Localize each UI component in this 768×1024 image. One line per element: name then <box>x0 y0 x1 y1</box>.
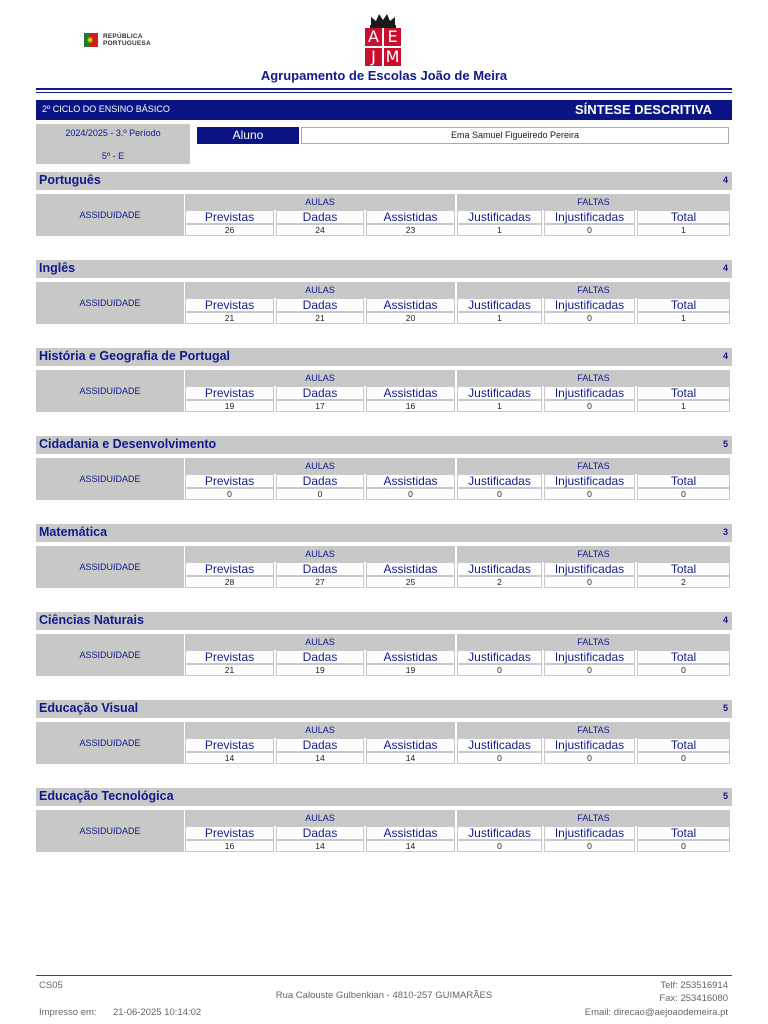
column-header: Total <box>637 386 730 400</box>
attendance-value: 19 <box>185 400 274 412</box>
attendance-value: 0 <box>544 488 635 500</box>
attendance-value: 14 <box>185 752 274 764</box>
attendance-value: 0 <box>366 488 455 500</box>
column-header: Assistidas <box>366 210 455 224</box>
subject-grade: 4 <box>722 615 728 625</box>
student-label: Aluno <box>197 127 299 144</box>
attendance-value: 0 <box>276 488 364 500</box>
column-header: Dadas <box>276 298 364 312</box>
attendance-value: 21 <box>276 312 364 324</box>
column-header: Total <box>637 826 730 840</box>
column-header: Justificadas <box>457 210 542 224</box>
attendance-value: 14 <box>366 752 455 764</box>
aulas-header: AULAS <box>185 634 455 650</box>
attendance-value: 2 <box>637 576 730 588</box>
assiduidade-label: ASSIDUIDADE <box>36 810 184 852</box>
subject-section <box>36 260 732 340</box>
column-header: Previstas <box>185 210 274 224</box>
subject-grade: 4 <box>722 351 728 361</box>
attendance-value: 0 <box>544 752 635 764</box>
printed-date: 21-06-2025 10:14:02 <box>113 1007 202 1018</box>
school-address: Rua Calouste Gulbenkian - 4810-257 GUIMARÃES <box>275 990 493 1001</box>
attendance-value: 0 <box>544 312 635 324</box>
attendance-value: 0 <box>544 400 635 412</box>
column-header: Dadas <box>276 738 364 752</box>
assiduidade-label: ASSIDUIDADE <box>36 634 184 676</box>
attendance-value: 0 <box>637 488 730 500</box>
assiduidade-label: ASSIDUIDADE <box>36 370 184 412</box>
republica-portuguesa-logo <box>84 31 151 49</box>
faltas-header: FALTAS <box>457 194 730 210</box>
column-header: Assistidas <box>366 738 455 752</box>
document-title: SÍNTESE DESCRITIVA <box>574 102 712 117</box>
faltas-header: FALTAS <box>457 722 730 738</box>
logo-letter-m: M <box>385 47 400 66</box>
column-header: Dadas <box>276 650 364 664</box>
column-header: Justificadas <box>457 562 542 576</box>
header-divider <box>36 88 732 90</box>
column-header: Previstas <box>185 826 274 840</box>
attendance-value: 16 <box>366 400 455 412</box>
attendance-value: 2 <box>457 576 542 588</box>
aulas-header: AULAS <box>185 722 455 738</box>
subject-grade: 5 <box>722 703 728 713</box>
column-header: Dadas <box>276 826 364 840</box>
column-header: Previstas <box>185 386 274 400</box>
republica-line2: PORTUGUESA <box>103 40 151 47</box>
subject-header <box>36 436 732 454</box>
subject-name: Matemática <box>39 525 108 539</box>
attendance-value: 17 <box>276 400 364 412</box>
attendance-value: 19 <box>366 664 455 676</box>
assiduidade-label: ASSIDUIDADE <box>36 722 184 764</box>
column-header: Previstas <box>185 650 274 664</box>
column-header: Previstas <box>185 738 274 752</box>
subject-grade: 3 <box>722 527 728 537</box>
column-header: Assistidas <box>366 298 455 312</box>
email-address: Email: direcao@aejoaodemeira.pt <box>584 1007 728 1018</box>
assiduidade-label: ASSIDUIDADE <box>36 546 184 588</box>
column-header: Injustificadas <box>544 298 635 312</box>
aulas-header: AULAS <box>185 282 455 298</box>
school-name: Agrupamento de Escolas João de Meira <box>260 68 508 83</box>
attendance-value: 23 <box>366 224 455 236</box>
school-period: 2024/2025 - 3.º Período <box>65 128 161 138</box>
subject-name: História e Geografia de Portugal <box>39 349 231 363</box>
attendance-value: 24 <box>276 224 364 236</box>
subject-name: Educação Tecnológica <box>39 789 174 803</box>
column-header: Justificadas <box>457 826 542 840</box>
faltas-header: FALTAS <box>457 458 730 474</box>
attendance-value: 1 <box>457 400 542 412</box>
crown-icon <box>369 12 397 28</box>
subject-name: Cidadania e Desenvolvimento <box>39 437 217 451</box>
attendance-value: 20 <box>366 312 455 324</box>
subject-section <box>36 524 732 604</box>
column-header: Dadas <box>276 474 364 488</box>
attendance-value: 14 <box>276 840 364 852</box>
period-box <box>36 124 190 164</box>
logo-letter-j: J <box>365 48 382 66</box>
attendance-value: 0 <box>544 224 635 236</box>
attendance-value: 1 <box>457 312 542 324</box>
column-header: Injustificadas <box>544 474 635 488</box>
student-name: Ema Samuel Figueiredo Pereira <box>301 127 729 144</box>
assiduidade-label: ASSIDUIDADE <box>36 282 184 324</box>
subject-grade: 5 <box>722 439 728 449</box>
column-header: Injustificadas <box>544 386 635 400</box>
column-header: Injustificadas <box>544 826 635 840</box>
aulas-header: AULAS <box>185 546 455 562</box>
attendance-value: 28 <box>185 576 274 588</box>
portugal-flag-icon <box>84 31 99 49</box>
column-header: Dadas <box>276 562 364 576</box>
attendance-value: 16 <box>185 840 274 852</box>
attendance-value: 25 <box>366 576 455 588</box>
assiduidade-label: ASSIDUIDADE <box>36 194 184 236</box>
logo-letter-e: E <box>384 28 401 46</box>
fax-number: Fax: 253416080 <box>659 993 728 1004</box>
column-header: Total <box>637 650 730 664</box>
column-header: Previstas <box>185 562 274 576</box>
column-header: Dadas <box>276 386 364 400</box>
column-header: Injustificadas <box>544 738 635 752</box>
assiduidade-label: ASSIDUIDADE <box>36 458 184 500</box>
attendance-value: 1 <box>637 224 730 236</box>
subject-header <box>36 700 732 718</box>
attendance-value: 1 <box>457 224 542 236</box>
column-header: Justificadas <box>457 386 542 400</box>
subject-section <box>36 436 732 516</box>
subject-grade: 4 <box>722 263 728 273</box>
attendance-value: 0 <box>457 664 542 676</box>
column-header: Assistidas <box>366 826 455 840</box>
attendance-value: 0 <box>544 664 635 676</box>
logo-letter-a: A <box>365 28 382 46</box>
column-header: Assistidas <box>366 474 455 488</box>
subject-section <box>36 172 732 252</box>
column-header: Total <box>637 298 730 312</box>
subject-section <box>36 788 732 868</box>
attendance-value: 0 <box>457 488 542 500</box>
header-divider-thin <box>36 92 732 93</box>
column-header: Total <box>637 738 730 752</box>
faltas-header: FALTAS <box>457 634 730 650</box>
subject-header <box>36 788 732 806</box>
column-header: Justificadas <box>457 650 542 664</box>
column-header: Assistidas <box>366 386 455 400</box>
subject-section <box>36 348 732 428</box>
subject-header <box>36 524 732 542</box>
aulas-header: AULAS <box>185 370 455 386</box>
column-header: Total <box>637 562 730 576</box>
attendance-value: 0 <box>457 840 542 852</box>
class-name: 5º - E <box>101 151 125 161</box>
column-header: Justificadas <box>457 474 542 488</box>
subject-name: Inglês <box>39 261 76 275</box>
attendance-value: 19 <box>276 664 364 676</box>
attendance-value: 0 <box>637 664 730 676</box>
subject-name: Educação Visual <box>39 701 139 715</box>
faltas-header: FALTAS <box>457 546 730 562</box>
faltas-header: FALTAS <box>457 282 730 298</box>
phone-number: Telf: 253516914 <box>660 980 728 991</box>
faltas-header: FALTAS <box>457 810 730 826</box>
column-header: Justificadas <box>457 738 542 752</box>
subject-grade: 4 <box>722 175 728 185</box>
attendance-value: 27 <box>276 576 364 588</box>
column-header: Dadas <box>276 210 364 224</box>
attendance-value: 21 <box>185 664 274 676</box>
attendance-value: 14 <box>276 752 364 764</box>
column-header: Injustificadas <box>544 210 635 224</box>
attendance-value: 0 <box>637 840 730 852</box>
cycle-label: 2º CICLO DO ENSINO BÁSICO <box>42 104 170 114</box>
column-header: Total <box>637 474 730 488</box>
faltas-header: FALTAS <box>457 370 730 386</box>
subject-header <box>36 172 732 190</box>
attendance-value: 1 <box>637 400 730 412</box>
subject-section <box>36 700 732 780</box>
subject-header <box>36 612 732 630</box>
attendance-value: 1 <box>637 312 730 324</box>
aulas-header: AULAS <box>185 194 455 210</box>
attendance-value: 21 <box>185 312 274 324</box>
column-header: Justificadas <box>457 298 542 312</box>
column-header: Previstas <box>185 298 274 312</box>
document-code: CS05 <box>39 980 63 991</box>
attendance-value: 0 <box>544 576 635 588</box>
subject-header <box>36 260 732 278</box>
title-bar <box>36 100 732 120</box>
column-header: Injustificadas <box>544 650 635 664</box>
attendance-value: 0 <box>185 488 274 500</box>
column-header: Assistidas <box>366 650 455 664</box>
attendance-value: 14 <box>366 840 455 852</box>
attendance-value: 0 <box>544 840 635 852</box>
attendance-value: 0 <box>457 752 542 764</box>
subject-section <box>36 612 732 692</box>
republica-line1: REPÚBLICA <box>103 33 143 40</box>
attendance-value: 26 <box>185 224 274 236</box>
column-header: Total <box>637 210 730 224</box>
aulas-header: AULAS <box>185 458 455 474</box>
printed-label: Impresso em: <box>39 1007 97 1018</box>
column-header: Injustificadas <box>544 562 635 576</box>
subject-header <box>36 348 732 366</box>
subject-name: Ciências Naturais <box>39 613 144 627</box>
attendance-value: 0 <box>637 752 730 764</box>
footer-divider <box>36 975 732 976</box>
school-logo <box>365 12 401 68</box>
column-header: Assistidas <box>366 562 455 576</box>
column-header: Previstas <box>185 474 274 488</box>
aulas-header: AULAS <box>185 810 455 826</box>
subject-grade: 5 <box>722 791 728 801</box>
subject-name: Português <box>39 173 101 187</box>
